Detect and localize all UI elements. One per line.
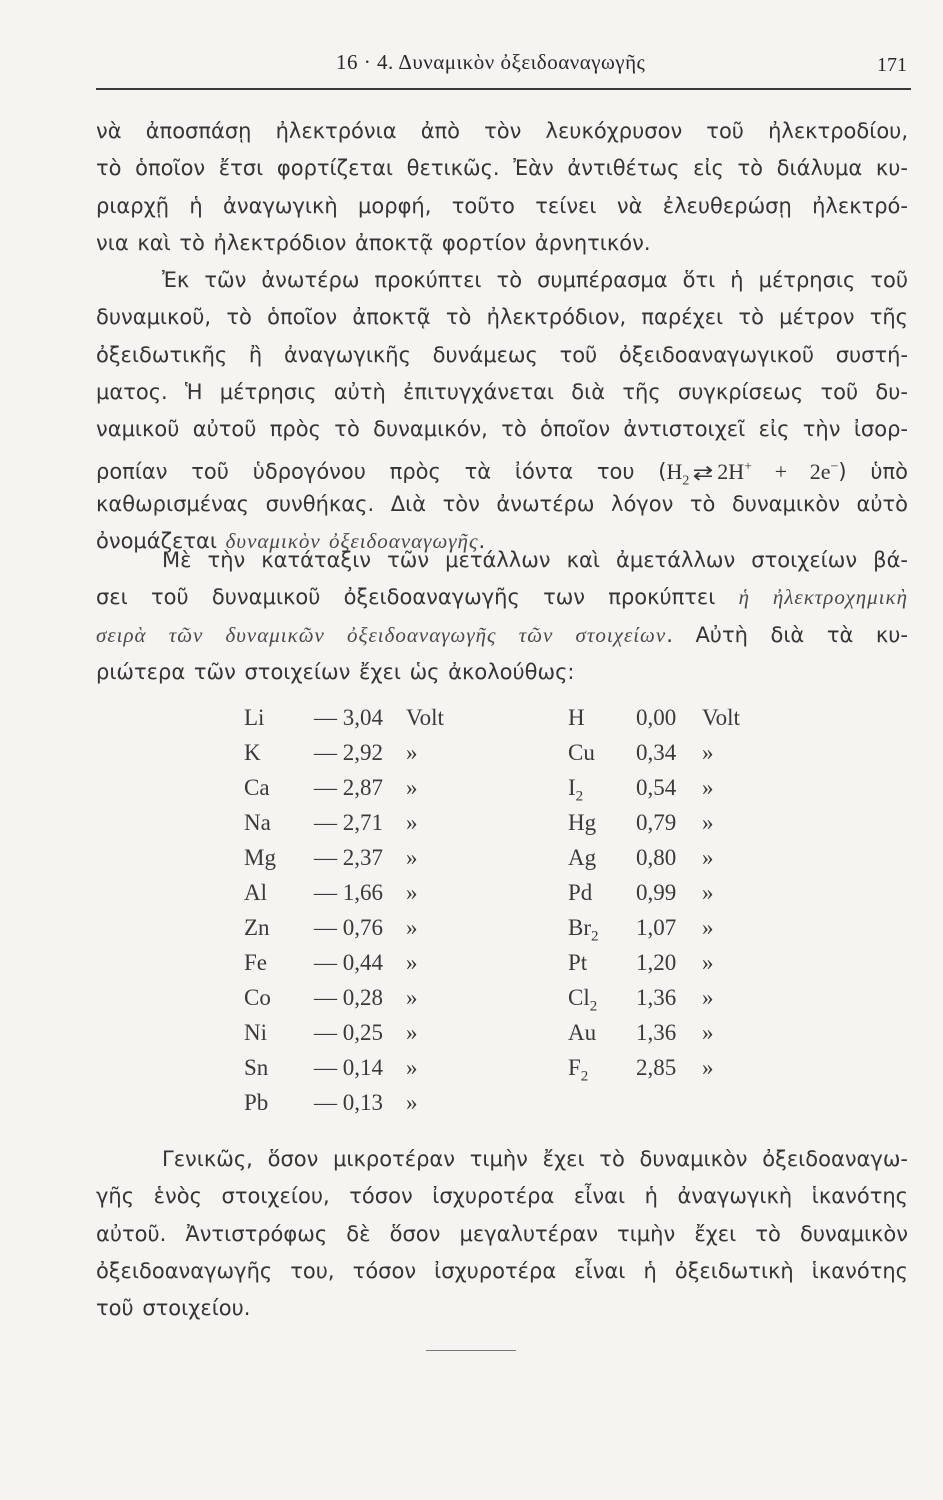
eq-electrons: + 2e xyxy=(774,458,831,484)
potential-unit: » xyxy=(406,845,418,870)
potential-value: 0,80 xyxy=(636,845,677,870)
text-line: αὐτοῦ. Ἀντιστρόφως δὲ ὅσον μεγαλυτέραν τιμὴν ἔχει τὸ δυναμικὸν xyxy=(96,1221,908,1246)
potential-unit: » xyxy=(406,1020,418,1045)
element-subscript: 2 xyxy=(591,928,599,945)
potential-unit: » xyxy=(702,740,714,765)
element-symbol xyxy=(568,945,587,980)
potential-unit: » xyxy=(406,1090,418,1115)
potential-value: — 2,71 xyxy=(314,810,383,835)
page-number: 171 xyxy=(877,54,907,76)
element-subscript: 2 xyxy=(575,788,584,805)
text-fragment: ) ὑπὸ xyxy=(838,459,908,484)
potential-unit: » xyxy=(406,1055,418,1080)
element-symbol-text: Al xyxy=(244,880,267,905)
element-symbol-text: I xyxy=(568,775,576,800)
potential-unit: » xyxy=(702,775,714,800)
element-symbol-text: Au xyxy=(568,1020,597,1045)
potential-unit: » xyxy=(406,740,418,765)
footer-divider xyxy=(426,1350,516,1351)
text-line: ριαρχῇ ἡ ἀναγωγικὴ μορφή, τοῦτο τείνει νὰ ἐλευθερώσῃ ἠλεκτρό- xyxy=(96,193,908,218)
element-symbol-text: K xyxy=(244,740,261,765)
potential-value: 1,36 xyxy=(636,985,677,1010)
eq-2h: 2H xyxy=(717,458,745,484)
eq-h2: H xyxy=(666,458,683,484)
element-symbol xyxy=(244,945,267,980)
text-fragment: ροπίαν τοῦ ὑδρογόνου πρὸς τὰ ἰόντα του ( xyxy=(96,459,667,484)
potential-value: — 1,66 xyxy=(314,880,383,905)
potential-value: 0,79 xyxy=(636,810,677,835)
element-symbol-text: Pd xyxy=(568,880,593,905)
element-symbol xyxy=(568,1015,596,1050)
running-header xyxy=(96,44,911,84)
text-fragment: . Αὐτὴ διὰ τὰ κυ- xyxy=(666,622,908,647)
potential-value: 1,07 xyxy=(636,915,677,940)
text-line: ματος. Ἡ μέτρησις αὐτὴ ἐπιτυγχάνεται διὰ τῆς συγκρίσεως τοῦ δυ- xyxy=(96,379,908,404)
element-symbol xyxy=(568,875,592,910)
element-symbol xyxy=(244,1050,268,1085)
potential-unit: » xyxy=(702,950,714,975)
potential-value: 0,54 xyxy=(636,775,677,800)
italic-term: σειρὰ τῶν δυναμικῶν ὀξειδοαναγωγῆς τῶν στοιχείων xyxy=(96,622,667,647)
element-symbol xyxy=(568,1050,588,1095)
element-symbol-text: Ag xyxy=(568,845,597,870)
potential-value: — 0,14 xyxy=(314,1055,383,1080)
potential-value: — 0,44 xyxy=(314,950,383,975)
element-symbol xyxy=(244,910,270,945)
text-fragment: ὀνομάζεται xyxy=(96,529,226,554)
eq-plus-charge: + xyxy=(744,459,753,475)
potential-value: — 3,04 xyxy=(314,705,383,730)
potential-value: — 2,92 xyxy=(314,740,383,765)
element-symbol xyxy=(244,1015,267,1050)
potential-value: — 0,28 xyxy=(314,985,383,1010)
element-symbol-text: H xyxy=(568,705,585,730)
potential-unit: » xyxy=(406,950,418,975)
text-fragment: . xyxy=(478,529,486,554)
potential-unit: » xyxy=(406,880,418,905)
element-symbol xyxy=(244,1085,268,1120)
potential-unit: » xyxy=(702,1055,714,1080)
text-line: Ἐκ τῶν ἀνωτέρω προκύπτει τὸ συμπέρασμα ὅτι ἡ μέτρησις τοῦ xyxy=(162,268,908,292)
element-symbol xyxy=(244,875,267,910)
potential-unit: » xyxy=(702,985,714,1010)
element-symbol-text: Hg xyxy=(568,810,597,835)
potential-value: — 2,37 xyxy=(314,845,383,870)
paragraph-2 xyxy=(96,262,908,560)
potential-value: 0,00 xyxy=(636,705,677,730)
potential-unit: » xyxy=(406,775,418,800)
text-line: νὰ ἀποσπάσῃ ἠλεκτρόνια ἀπὸ τὸν λευκόχρυσον τοῦ ἠλεκτροδίου, xyxy=(96,119,908,143)
text-line: γῆς ἑνὸς στοιχείου, τόσον ἰσχυροτέρα εἶναι ἡ ἀναγωγικὴ ἱκανότης xyxy=(96,1184,908,1209)
potential-value: — 2,87 xyxy=(314,775,383,800)
paragraph-4 xyxy=(96,1141,908,1327)
element-symbol-text: Pt xyxy=(568,950,588,975)
element-symbol xyxy=(244,980,271,1015)
element-symbol-text: Pb xyxy=(244,1090,269,1115)
element-symbol xyxy=(568,735,595,770)
element-symbol-text: Zn xyxy=(244,915,270,940)
potential-unit: » xyxy=(702,880,714,905)
element-symbol-text: Mg xyxy=(244,845,276,870)
paragraph-1 xyxy=(96,113,908,262)
element-symbol-text: Ca xyxy=(244,775,270,800)
potential-value: — 0,13 xyxy=(314,1090,383,1115)
element-symbol xyxy=(244,700,264,735)
element-symbol-text: Na xyxy=(244,810,271,835)
potential-unit: » xyxy=(702,1020,714,1045)
element-symbol-text: Cu xyxy=(568,740,595,765)
text-line: νια καὶ τὸ ἠλεκτρόδιον ἀποκτᾷ φορτίον ἀρνητικόν. xyxy=(96,230,651,255)
potential-value: 2,85 xyxy=(636,1055,677,1080)
text-line: τὸ ὁποῖον ἔτσι φορτίζεται θετικῶς. Ἐὰν ἀντιθέτως εἰς τὸ διάλυμα κυ- xyxy=(96,156,908,181)
element-symbol xyxy=(244,840,276,875)
element-symbol xyxy=(568,840,596,875)
element-symbol-text: Co xyxy=(244,985,271,1010)
potential-value: 1,36 xyxy=(636,1020,677,1045)
element-symbol xyxy=(568,700,585,735)
text-line xyxy=(96,617,908,654)
potential-unit: » xyxy=(406,915,418,940)
element-symbol xyxy=(244,805,271,840)
text-line: ὀξειδωτικῆς ἢ ἀναγωγικῆς δυνάμεως τοῦ ὀξειδοαναγωγικοῦ συστή- xyxy=(96,342,908,367)
text-line: ναμικοῦ αὐτοῦ πρὸς τὸ δυναμικόν, τὸ ὁποῖον ἀντιστοιχεῖ εἰς τὴν ἰσορ- xyxy=(96,417,908,442)
section-title: 16 · 4. Δυναμικὸν ὀξειδοαναγωγῆς xyxy=(336,50,646,74)
header-divider xyxy=(96,88,911,90)
text-line: ὀξειδοαναγωγῆς του, τόσον ἰσχυροτέρα εἶναι ἡ ὀξειδωτικὴ ἱκανότης xyxy=(96,1258,908,1283)
element-symbol xyxy=(568,805,596,840)
element-symbol xyxy=(244,770,270,805)
element-symbol xyxy=(244,735,261,770)
potential-value: 0,99 xyxy=(636,880,677,905)
potential-unit: » xyxy=(702,845,714,870)
equation-line xyxy=(96,448,908,485)
element-symbol-text: F xyxy=(568,1055,581,1080)
text-line xyxy=(96,579,908,616)
text-line: τοῦ στοιχείου. xyxy=(96,1296,251,1321)
eq-h2-subscript: 2 xyxy=(682,473,690,486)
paragraph-3 xyxy=(96,542,908,691)
hydrogen-equilibrium-equation xyxy=(666,459,838,484)
element-symbol-text: Fe xyxy=(244,950,267,975)
equilibrium-arrows-icon: ⇄ xyxy=(692,462,714,484)
italic-term: δυναμικὸν ὀξειδοαναγωγῆς xyxy=(225,529,479,554)
potential-unit: » xyxy=(702,810,714,835)
potential-unit: Volt xyxy=(406,705,444,730)
element-symbol-text: Ni xyxy=(244,1020,267,1045)
text-line: καθωρισμένας συνθήκας. Διὰ τὸν ἀνωτέρω λόγον τὸ δυναμικὸν αὐτὸ xyxy=(96,491,908,516)
potential-value: 1,20 xyxy=(636,950,677,975)
element-subscript: 2 xyxy=(589,998,598,1015)
element-symbol-text: Sn xyxy=(244,1055,269,1080)
potential-value: — 0,76 xyxy=(314,915,383,940)
element-symbol-text: Cl xyxy=(568,985,590,1010)
potential-unit: » xyxy=(406,985,418,1010)
element-symbol-text: Br xyxy=(568,915,591,940)
potential-value: — 0,25 xyxy=(314,1020,383,1045)
text-line: Γενικῶς, ὅσον μικροτέραν τιμὴν ἔχει τὸ δυναμικὸν ὀξειδοαναγω- xyxy=(162,1147,908,1171)
potential-value: 0,34 xyxy=(636,740,677,765)
text-line: ριώτερα τῶν στοιχείων ἔχει ὡς ἀκολούθως: xyxy=(96,659,575,684)
eq-minus-charge: − xyxy=(830,459,839,475)
italic-term: ἡ ἠλεκτροχημικὴ xyxy=(738,585,908,610)
element-symbol-text: Li xyxy=(244,705,265,730)
text-line: δυναμικοῦ, τὸ ὁποῖον ἀποκτᾷ τὸ ἠλεκτρόδιον, παρέχει τὸ μέτρον τῆς xyxy=(96,305,908,330)
element-subscript: 2 xyxy=(580,1068,589,1085)
text-line: Μὲ τὴν κατάταξιν τῶν μετάλλων καὶ ἀμετάλλων στοιχείων βά- xyxy=(162,548,908,572)
potential-unit: » xyxy=(406,810,418,835)
potential-unit: Volt xyxy=(702,705,740,730)
potential-unit: » xyxy=(702,915,714,940)
text-fragment: σει τοῦ δυναμικοῦ ὀξειδοαναγωγῆς των προκύπτει xyxy=(96,585,739,610)
